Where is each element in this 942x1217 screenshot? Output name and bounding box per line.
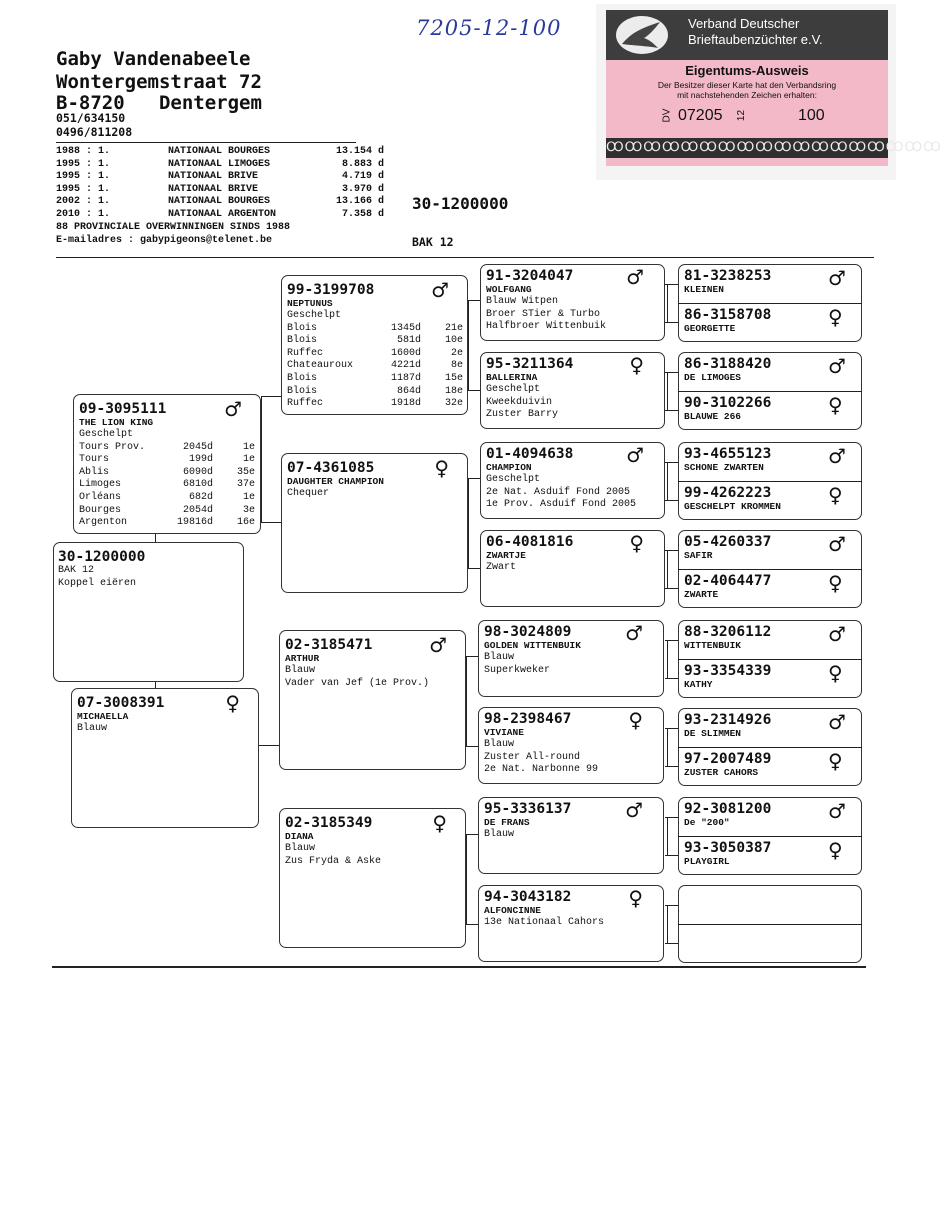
connector-line: [468, 568, 480, 569]
connector-line: [665, 588, 678, 589]
ancestor-entry: [684, 395, 834, 423]
result-dist: 8.883 d: [341, 158, 384, 170]
female-symbol-icon: ♀: [828, 661, 843, 685]
race-place: 2e: [450, 347, 463, 359]
pigeon-note: Halfbroer Wittenbuik: [486, 321, 607, 333]
great-grandparent-card: [478, 885, 664, 962]
race-location: Ruffec: [287, 347, 324, 359]
pigeon-note: Vader van Jef (1e Prov.): [285, 677, 430, 689]
ring-number: 94-3043182: [484, 889, 572, 905]
pigeon-name: WOLFGANG: [486, 284, 532, 295]
stamp-subtitle-1: Der Besitzer dieser Karte hat den Verbandsring: [657, 80, 837, 90]
connector-line: [466, 924, 478, 925]
ring-number: 09-3095111: [79, 401, 167, 417]
pigeon-name: MICHAELLA: [77, 711, 129, 722]
connector-line: [466, 746, 478, 747]
owner-city: B-8720 Dentergem: [56, 92, 262, 114]
male-symbol-icon: ♂: [626, 443, 644, 467]
provincial-wins: 88 PROVINCIALE OVERWINNINGEN SINDS 1988: [56, 222, 291, 233]
pigeon-note: Superkweker: [484, 664, 551, 676]
male-symbol-icon: ♂: [828, 444, 846, 468]
pair-divider: [678, 836, 862, 837]
pigeon-name: CHAMPION: [486, 462, 532, 473]
connector-line: [667, 284, 668, 322]
owner-phone-1: 051/634150: [56, 111, 126, 125]
connector-line: [667, 550, 668, 588]
pigeon-name: ALFONCINNE: [484, 905, 542, 916]
pigeon-name: ARTHUR: [285, 653, 320, 664]
connector-line: [665, 766, 678, 767]
connector-line: [466, 656, 478, 657]
pigeon-name: GOLDEN WITTENBUIK: [484, 640, 581, 651]
race-place: 10e: [444, 335, 463, 347]
male-symbol-icon: ♂: [828, 266, 846, 290]
race-distance: 581d: [396, 335, 421, 347]
great-grandparent-card: [478, 620, 664, 697]
race-distance: 864d: [396, 385, 421, 397]
race-distance: 1345d: [390, 322, 421, 334]
result-dist: 3.970 d: [341, 183, 384, 195]
ancestor-entry: [684, 712, 834, 740]
female-symbol-icon: ♀: [434, 456, 449, 480]
pigeon-note: Geschelpt: [486, 474, 541, 485]
great-grandparent-card: [480, 530, 665, 607]
connector-line: [667, 905, 668, 943]
race-distance: 1187d: [390, 372, 421, 384]
female-symbol-icon: ♀: [628, 886, 643, 910]
ring-number: 06-4081816: [486, 534, 574, 550]
ancestor-entry: [684, 801, 834, 829]
connector-line: [667, 817, 668, 855]
pair-divider: [678, 924, 862, 925]
race-location: Blois: [287, 335, 318, 347]
card-bak: BAK 12: [58, 565, 95, 576]
result-row: [56, 196, 384, 209]
race-location: Tours Prov.: [79, 441, 146, 453]
connector-line: [155, 534, 156, 542]
race-location: Blois: [287, 385, 318, 397]
pigeon-note: Blauw: [285, 665, 316, 676]
male-symbol-icon: ♂: [828, 354, 846, 378]
connector-line: [261, 396, 262, 522]
ring-number: 95-3211364: [486, 356, 574, 372]
ring-number: 95-3336137: [484, 801, 572, 817]
sire-card: [73, 394, 261, 534]
ring-number: 30-1200000: [58, 549, 146, 565]
male-symbol-icon: ♂: [224, 397, 242, 421]
pigeon-name: DE FRANS: [484, 817, 530, 828]
pigeon-name: PLAYGIRL: [684, 856, 730, 867]
race-place: 16e: [236, 517, 255, 529]
male-symbol-icon: ♂: [828, 622, 846, 646]
pigeon-note: 2e Nat. Asduif Fond 2005: [486, 486, 631, 498]
pair-divider: [678, 303, 862, 304]
connector-line: [466, 834, 478, 835]
result-year: 2010 : 1.: [56, 208, 111, 220]
connector-line: [665, 322, 678, 323]
ancestor-entry: [684, 356, 834, 384]
connector-line: [667, 372, 668, 410]
ring-number: 01-4094638: [486, 446, 574, 462]
pigeon-note: Broer STier & Turbo: [486, 308, 601, 320]
performance-row: [79, 454, 256, 467]
connector-line: [259, 745, 279, 746]
race-place: 1e: [242, 441, 255, 453]
great-grandparent-card: [480, 442, 665, 519]
male-symbol-icon: ♂: [828, 799, 846, 823]
pigeon-name: DIANA: [285, 831, 314, 842]
ring-number: 99-3199708: [287, 282, 375, 298]
male-symbol-icon: ♂: [429, 633, 447, 657]
handwritten-reference: 7205-12-100: [416, 16, 562, 40]
race-location: Ruffec: [287, 398, 324, 410]
pigeon-name: ZUSTER CAHORS: [684, 767, 759, 778]
pigeon-name: WITTENBUIK: [684, 640, 742, 651]
ancestor-entry: [684, 307, 834, 335]
grandparent-card: [279, 808, 466, 948]
connector-line: [667, 640, 668, 678]
race-location: Chateauroux: [287, 360, 354, 372]
female-symbol-icon: ♀: [828, 838, 843, 862]
ring-number: 90-3102266: [684, 395, 772, 411]
stamp-year: 12: [736, 109, 748, 122]
pigeon-name: VIVIANE: [484, 727, 524, 738]
pigeon-name: KATHY: [684, 679, 713, 690]
performance-row: [79, 492, 256, 505]
performance-row: [287, 398, 463, 411]
pigeon-name: De "200": [684, 817, 730, 828]
race-location: Blois: [287, 372, 318, 384]
grandparent-card: [279, 630, 466, 770]
ring-number: 86-3158708: [684, 307, 772, 323]
ring-number: 93-4655123: [684, 446, 772, 462]
result-dist: 4.719 d: [341, 171, 384, 183]
pigeon-name: SAFIR: [684, 550, 713, 561]
performance-row: [287, 360, 463, 373]
ring-number: 99-4262223: [684, 485, 772, 501]
race-distance: 19816d: [176, 517, 213, 529]
ring-number: 93-3354339: [684, 663, 772, 679]
ring-number: 02-3185471: [285, 637, 373, 653]
stamp-title: Eigentums-Ausweis: [685, 63, 809, 78]
race-location: Limoges: [79, 479, 122, 491]
race-place: 1e: [242, 454, 255, 466]
ancestor-entry: [684, 624, 834, 652]
connector-line: [468, 478, 469, 568]
dam-card: [71, 688, 259, 828]
ring-number: 02-4064477: [684, 573, 772, 589]
pigeon-note: Geschelpt: [486, 384, 541, 395]
dove-logo: [614, 14, 670, 56]
race-place: 32e: [444, 398, 463, 410]
pigeon-note: Blauw: [484, 652, 515, 663]
pigeon-name: BALLERINA: [486, 372, 538, 383]
subject-bak: BAK 12: [412, 235, 454, 249]
great-grandparent-card: [480, 264, 665, 341]
pigeon-note: Chequer: [287, 488, 330, 499]
male-symbol-icon: ♂: [828, 710, 846, 734]
result-year: 1995 : 1.: [56, 171, 111, 183]
ancestor-entry: [684, 446, 834, 474]
ring-number: 07-4361085: [287, 460, 375, 476]
stamp-band: ꝎꝎꝎꝎꝎꝎꝎꝎꝎꝎꝎꝎꝎꝎꝎꝎꝎꝎ: [606, 138, 888, 158]
result-dist: 13.166 d: [335, 196, 384, 208]
result-row: [56, 209, 384, 222]
pigeon-name: DE LIMOGES: [684, 372, 742, 383]
performance-row: [287, 386, 463, 399]
performance-row: [287, 323, 463, 336]
pigeon-name: ZWARTE: [684, 589, 719, 600]
stamp-ring-number: 100: [798, 107, 825, 124]
race-place: 37e: [236, 479, 255, 491]
performance-row: [287, 348, 463, 361]
ring-number: 97-2007489: [684, 751, 772, 767]
ring-number: 98-2398467: [484, 711, 572, 727]
female-symbol-icon: ♀: [432, 811, 447, 835]
stamp-subtitle-2: mit nachstehenden Zeichen erhalten:: [677, 90, 817, 100]
ring-number: 88-3206112: [684, 624, 772, 640]
ancestor-entry: [684, 268, 834, 296]
pair-divider: [678, 391, 862, 392]
ancestor-entry: [684, 573, 834, 601]
female-symbol-icon: ♀: [828, 305, 843, 329]
male-symbol-icon: ♂: [626, 265, 644, 289]
ring-number: 86-3188420: [684, 356, 772, 372]
pigeon-note: Kweekduivin: [486, 396, 553, 408]
result-dist: 7.358 d: [341, 208, 384, 220]
female-symbol-icon: ♀: [225, 691, 240, 715]
result-year: 2002 : 1.: [56, 196, 111, 208]
pigeon-name: GESCHELPT KROMMEN: [684, 501, 781, 512]
female-symbol-icon: ♀: [629, 531, 644, 555]
result-row: [56, 171, 384, 184]
connector-line: [155, 682, 156, 688]
ancestor-entry: [684, 751, 834, 779]
connector-line: [468, 390, 480, 391]
connector-line: [667, 728, 668, 766]
connector-line: [261, 396, 281, 397]
race-place: 15e: [444, 372, 463, 384]
result-year: 1995 : 1.: [56, 183, 111, 195]
result-year: 1988 : 1.: [56, 146, 111, 157]
pair-divider: [678, 569, 862, 570]
connector-line: [665, 943, 678, 944]
race-distance: 6090d: [182, 466, 213, 478]
connector-line: [468, 300, 469, 390]
pigeon-note: Zus Fryda & Aske: [285, 855, 382, 867]
pigeon-note: Blauw: [285, 843, 316, 854]
pigeon-note: 1e Prov. Asduif Fond 2005: [486, 499, 637, 511]
race-place: 18e: [444, 385, 463, 397]
connector-line: [665, 855, 678, 856]
male-symbol-icon: ♂: [431, 278, 449, 302]
ring-number: 92-3081200: [684, 801, 772, 817]
race-place: 35e: [236, 466, 255, 478]
connector-line: [665, 678, 678, 679]
connector-line: [667, 462, 668, 500]
ring-number: 81-3238253: [684, 268, 772, 284]
ring-number: 05-4260337: [684, 534, 772, 550]
org-line-2: Brieftaubenzüchter e.V.: [688, 32, 823, 47]
pigeon-note: Blauw Witpen: [486, 296, 559, 307]
grandparent-card: [281, 275, 468, 415]
ring-number: 93-3050387: [684, 840, 772, 856]
pigeon-name: BLAUWE 266: [684, 411, 742, 422]
pigeon-name: GEORGETTE: [684, 323, 736, 334]
pigeon-name: DAUGHTER CHAMPION: [287, 476, 384, 487]
result-race: NATIONAAL LIMOGES: [168, 158, 271, 170]
female-symbol-icon: ♀: [629, 353, 644, 377]
female-symbol-icon: ♀: [828, 749, 843, 773]
result-row: [56, 159, 384, 172]
race-place: 3e: [242, 504, 255, 516]
connector-line: [665, 500, 678, 501]
card-content: [58, 549, 145, 590]
connector-line: [665, 410, 678, 411]
pigeon-note: Zwart: [486, 562, 517, 573]
race-distance: 4221d: [390, 360, 421, 372]
female-symbol-icon: ♀: [828, 571, 843, 595]
pigeon-name: ZWARTJE: [486, 550, 526, 561]
owner-name: Gaby Vandenabeele: [56, 48, 251, 70]
connector-line: [466, 834, 467, 924]
male-symbol-icon: ♂: [625, 621, 643, 645]
pigeon-name: SCHONE ZWARTEN: [684, 462, 764, 473]
result-row: [56, 146, 384, 159]
pair-divider: [678, 747, 862, 748]
female-symbol-icon: ♀: [628, 708, 643, 732]
pigeon-note: Blauw: [484, 739, 515, 750]
result-dist: 13.154 d: [335, 146, 384, 157]
result-race: NATIONAAL ARGENTON: [168, 208, 277, 220]
email-address: E-mailadres : gabypigeons@telenet.be: [56, 235, 273, 246]
race-place: 8e: [450, 360, 463, 372]
ring-number: 91-3204047: [486, 268, 574, 284]
ring-number: 07-3008391: [77, 695, 165, 711]
pigeon-note: Geschelpt: [287, 310, 342, 321]
subject-ring: 30-1200000: [412, 194, 509, 213]
pigeon-note: Zuster Barry: [486, 409, 559, 421]
connector-line: [468, 300, 480, 301]
performance-row: [79, 467, 256, 480]
female-symbol-icon: ♀: [828, 483, 843, 507]
pigeon-note: 13e Nationaal Cahors: [484, 917, 605, 928]
performance-row: [79, 505, 256, 518]
male-symbol-icon: ♂: [828, 532, 846, 556]
ownership-card-stamp: [596, 4, 942, 180]
performance-row: [287, 373, 463, 386]
great-grandparent-card: [478, 707, 664, 784]
stamp-prefix: DV: [661, 108, 673, 123]
card-note: Koppel eiëren: [58, 577, 137, 589]
race-location: Tours: [79, 454, 110, 466]
race-location: Orléans: [79, 491, 122, 503]
race-place: 21e: [444, 322, 463, 334]
ancestor-entry: [684, 663, 834, 691]
result-year: 1995 : 1.: [56, 158, 111, 170]
pigeon-name: DE SLIMMEN: [684, 728, 742, 739]
result-race: NATIONAAL BRIVE: [168, 183, 259, 195]
connector-line: [261, 522, 281, 523]
connector-line: [466, 656, 467, 746]
results-table: [56, 146, 384, 222]
owner-phone-2: 0496/811208: [56, 125, 133, 139]
result-row: [56, 184, 384, 197]
stamp-number: 07205: [678, 107, 723, 124]
ring-number: 02-3185349: [285, 815, 373, 831]
male-symbol-icon: ♂: [625, 798, 643, 822]
pigeon-note: Blauw: [484, 829, 515, 840]
race-distance: 1918d: [390, 398, 421, 410]
performance-row: [79, 442, 256, 455]
race-distance: 199d: [188, 454, 213, 466]
great-grandparent-card: [478, 797, 664, 874]
ring-number: 98-3024809: [484, 624, 572, 640]
pair-divider: [678, 481, 862, 482]
pigeon-note: Zuster All-round: [484, 751, 581, 763]
grandparent-card: [281, 453, 468, 593]
race-distance: 682d: [188, 491, 213, 503]
ancestor-entry: [684, 534, 834, 562]
performance-row: [287, 335, 463, 348]
org-line-1: Verband Deutscher: [688, 16, 800, 31]
pigeon-name: NEPTUNUS: [287, 298, 333, 309]
pigeon-note: 2e Nat. Narbonne 99: [484, 764, 599, 776]
ring-number: 93-2314926: [684, 712, 772, 728]
race-location: Bourges: [79, 504, 122, 516]
pigeon-note: Blauw: [77, 723, 108, 734]
race-distance: 1600d: [390, 347, 421, 359]
race-distance: 2054d: [182, 504, 213, 516]
female-symbol-icon: ♀: [828, 393, 843, 417]
owner-street: Wontergemstraat 72: [56, 71, 262, 93]
race-location: Blois: [287, 322, 318, 334]
race-distance: 2045d: [182, 441, 213, 453]
connector-line: [468, 478, 480, 479]
subject-card: [53, 542, 244, 682]
result-race: NATIONAAL BRIVE: [168, 171, 259, 183]
race-location: Argenton: [79, 517, 128, 529]
ancestor-entry: [684, 840, 834, 868]
pigeon-name: THE LION KING: [79, 417, 154, 428]
result-race: NATIONAAL BOURGES: [168, 146, 271, 157]
race-distance: 6810d: [182, 479, 213, 491]
ancestor-entry: [684, 485, 834, 513]
great-grandparent-card: [480, 352, 665, 429]
pigeon-name: KLEINEN: [684, 284, 724, 295]
pair-divider: [678, 659, 862, 660]
race-place: 1e: [242, 491, 255, 503]
result-race: NATIONAAL BOURGES: [168, 196, 271, 208]
performance-row: [79, 517, 256, 530]
pigeon-note: Geschelpt: [79, 429, 134, 440]
performance-row: [79, 479, 256, 492]
race-location: Ablis: [79, 466, 110, 478]
